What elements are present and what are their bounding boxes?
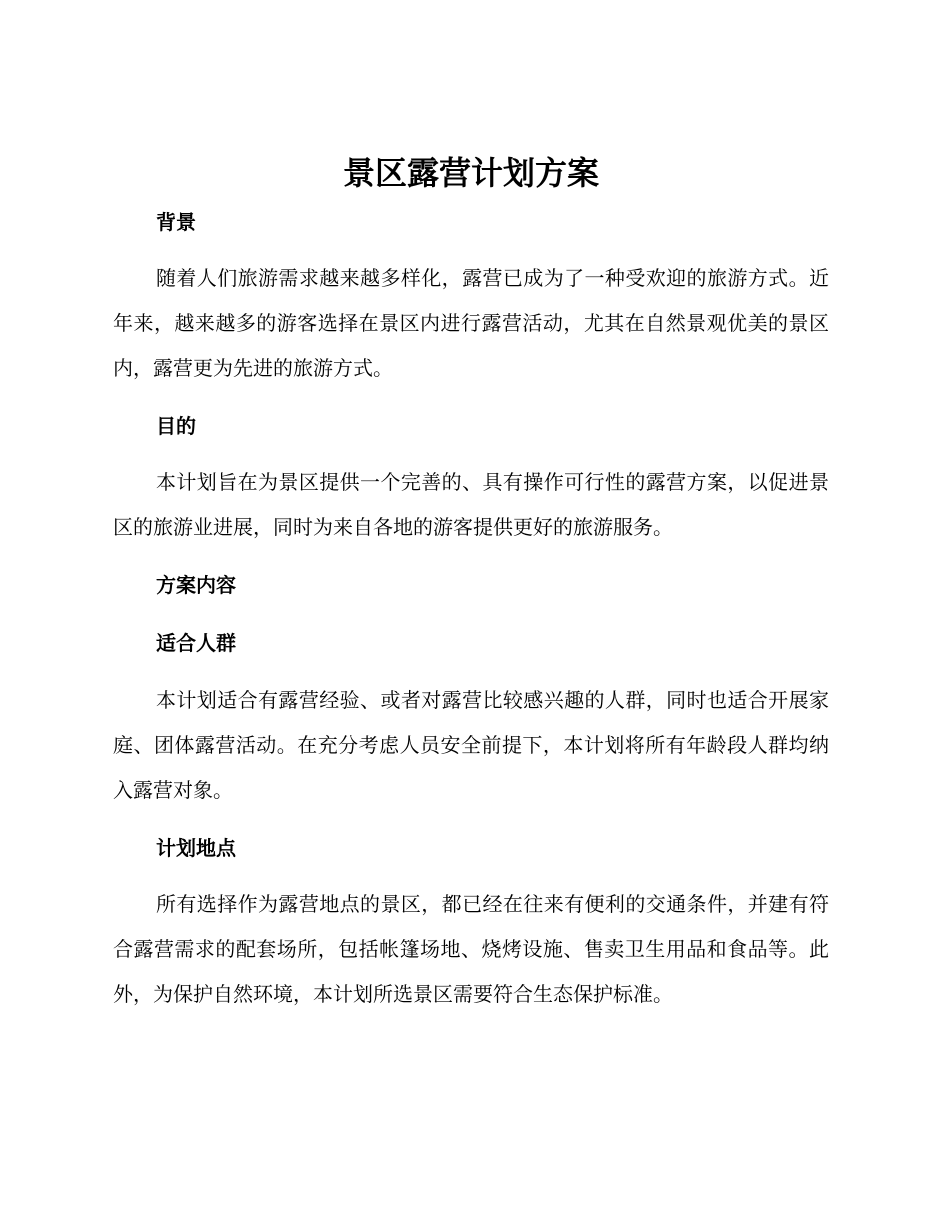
section-paragraph-target-audience xyxy=(113,678,829,813)
section-paragraph: 所有选择作为露营地点的景区，都已经在往来有便利的交通条件，并建有符合露营需求的配套场所，包括帐篷场地、烧烤设施、售卖卫生用品和食品等。此外，为保护自然环境，本计划所选景区需要符合生态保护标准。 xyxy=(113,892,829,1006)
section-heading: 目的 xyxy=(156,414,196,438)
section-heading-purpose xyxy=(113,411,829,441)
section-heading-plan-content xyxy=(113,570,829,600)
section-paragraph-purpose xyxy=(113,460,829,550)
section-paragraph: 本计划适合有露营经验、或者对露营比较感兴趣的人群，同时也适合开展家庭、团体露营活动。在充分考虑人员安全前提下，本计划将所有年龄段人群均纳入露营对象。 xyxy=(113,688,829,802)
document-title: 景区露营计划方案 xyxy=(342,154,599,192)
section-heading: 背景 xyxy=(156,210,196,234)
section-paragraph-location xyxy=(113,882,829,1017)
section-heading-background xyxy=(113,207,829,237)
section-heading-location xyxy=(113,833,829,863)
section-paragraph-background xyxy=(113,256,829,391)
section-paragraph: 本计划旨在为景区提供一个完善的、具有操作可行性的露营方案，以促进景区的旅游业进展，同时为来自各地的游客提供更好的旅游服务。 xyxy=(113,470,829,539)
section-heading-target-audience xyxy=(113,628,829,658)
section-heading: 方案内容 xyxy=(156,573,236,597)
section-heading: 适合人群 xyxy=(156,631,236,655)
section-paragraph: 随着人们旅游需求越来越多样化，露营已成为了一种受欢迎的旅游方式。近年来，越来越多的游客选择在景区内进行露营活动，尤其在自然景观优美的景区内，露营更为先进的旅游方式。 xyxy=(113,266,829,380)
section-heading: 计划地点 xyxy=(156,836,236,860)
